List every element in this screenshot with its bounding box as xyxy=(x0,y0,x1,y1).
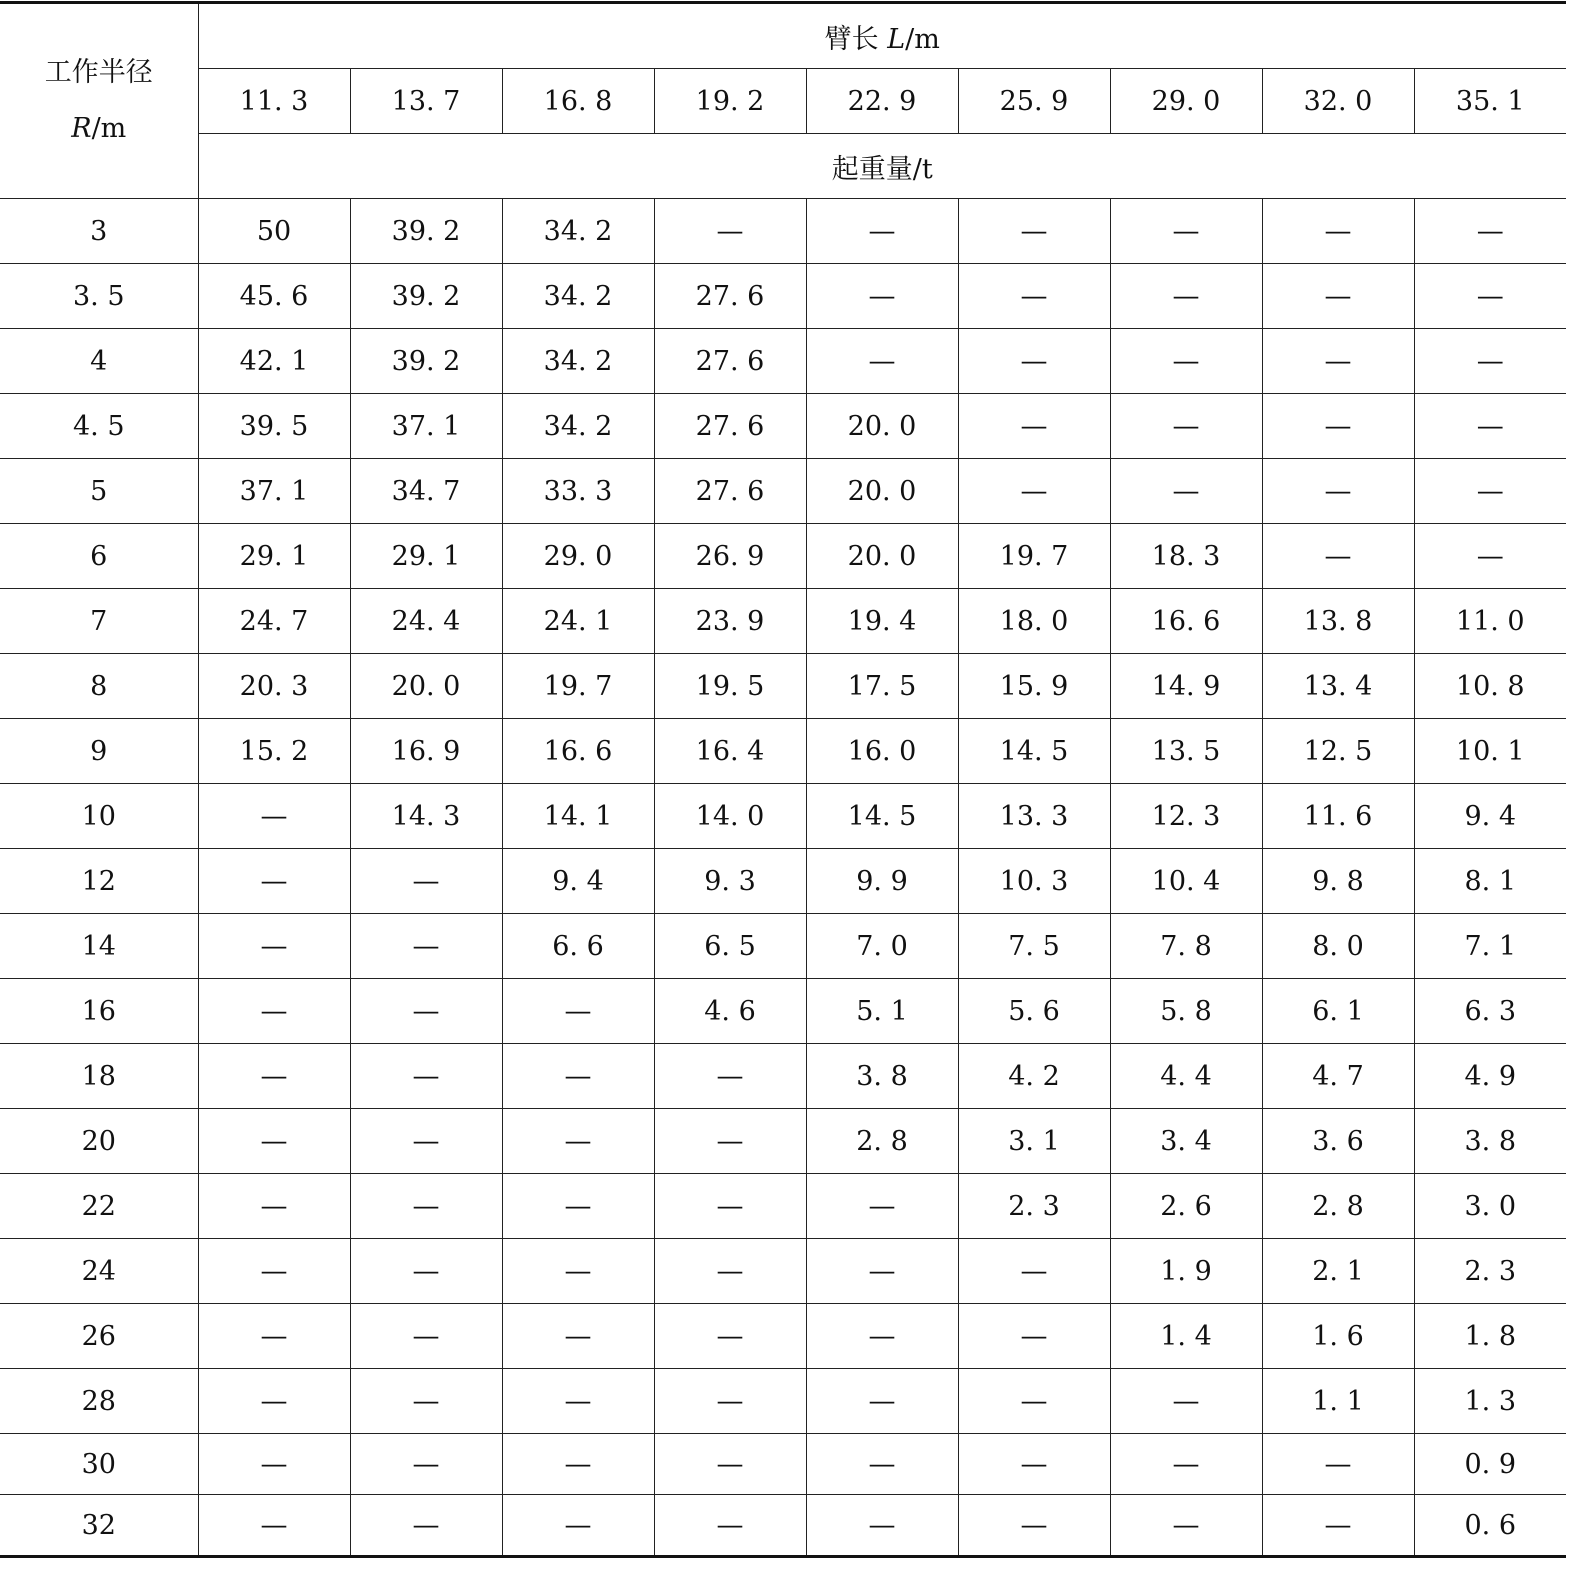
table-body xyxy=(0,3,1566,1557)
capacity-cell: 42. 1 xyxy=(198,329,350,394)
capacity-cell: — xyxy=(958,459,1110,524)
table-row xyxy=(0,914,1566,979)
capacity-cell: — xyxy=(1414,329,1566,394)
capacity-cell: — xyxy=(502,979,654,1044)
capacity-cell: 12. 5 xyxy=(1262,719,1414,784)
capacity-cell: 5. 1 xyxy=(806,979,958,1044)
capacity-cell: 2. 6 xyxy=(1110,1174,1262,1239)
radius-cell: 24 xyxy=(0,1239,198,1304)
capacity-cell: 16. 4 xyxy=(654,719,806,784)
capacity-cell: — xyxy=(198,1369,350,1434)
table-row xyxy=(0,1304,1566,1369)
radius-cell: 3. 5 xyxy=(0,264,198,329)
table-row xyxy=(0,1044,1566,1109)
capacity-cell: 10. 8 xyxy=(1414,654,1566,719)
table-row xyxy=(0,1495,1566,1557)
table-row xyxy=(0,1434,1566,1495)
capacity-cell: 12. 3 xyxy=(1110,784,1262,849)
capacity-cell: — xyxy=(198,1174,350,1239)
capacity-cell: 19. 5 xyxy=(654,654,806,719)
table-row xyxy=(0,784,1566,849)
radius-cell: 8 xyxy=(0,654,198,719)
capacity-cell: 3. 8 xyxy=(806,1044,958,1109)
capacity-cell: 0. 9 xyxy=(1414,1434,1566,1495)
capacity-cell: 26. 9 xyxy=(654,524,806,589)
capacity-cell: — xyxy=(958,264,1110,329)
table-row xyxy=(0,524,1566,589)
capacity-cell: 1. 3 xyxy=(1414,1369,1566,1434)
capacity-cell: 13. 5 xyxy=(1110,719,1262,784)
capacity-cell: 33. 3 xyxy=(502,459,654,524)
capacity-cell: — xyxy=(1110,329,1262,394)
capacity-cell: 14. 0 xyxy=(654,784,806,849)
capacity-cell: 39. 2 xyxy=(350,199,502,264)
capacity-cell: 4. 4 xyxy=(1110,1044,1262,1109)
capacity-cell: 7. 1 xyxy=(1414,914,1566,979)
capacity-cell: 27. 6 xyxy=(654,264,806,329)
capacity-cell: 24. 1 xyxy=(502,589,654,654)
capacity-cell: — xyxy=(198,914,350,979)
table-row xyxy=(0,329,1566,394)
capacity-cell: 3. 4 xyxy=(1110,1109,1262,1174)
capacity-cell: 1. 4 xyxy=(1110,1304,1262,1369)
capacity-cell: 14. 5 xyxy=(958,719,1110,784)
capacity-cell: — xyxy=(1414,394,1566,459)
capacity-cell: — xyxy=(806,1304,958,1369)
table-row xyxy=(0,394,1566,459)
capacity-cell: — xyxy=(502,1304,654,1369)
capacity-cell: — xyxy=(654,199,806,264)
capacity-cell: — xyxy=(806,1369,958,1434)
header-row-arm-lengths xyxy=(0,69,1566,134)
capacity-cell: — xyxy=(198,1044,350,1109)
capacity-cell: 2. 3 xyxy=(1414,1239,1566,1304)
table-row xyxy=(0,654,1566,719)
capacity-cell: 39. 2 xyxy=(350,329,502,394)
capacity-cell: 15. 2 xyxy=(198,719,350,784)
capacity-cell: 8. 0 xyxy=(1262,914,1414,979)
arm-length-label: 臂长 xyxy=(824,23,888,55)
capacity-cell: — xyxy=(1110,459,1262,524)
table-row xyxy=(0,1109,1566,1174)
arm-length-unit: /m xyxy=(905,23,940,55)
radius-cell: 12 xyxy=(0,849,198,914)
capacity-cell: 6. 6 xyxy=(502,914,654,979)
radius-cell: 30 xyxy=(0,1434,198,1495)
capacity-cell: — xyxy=(958,394,1110,459)
capacity-cell: — xyxy=(1110,394,1262,459)
arm-length-cell: 25. 9 xyxy=(958,69,1110,134)
capacity-cell: 3. 8 xyxy=(1414,1109,1566,1174)
arm-length-cell: 32. 0 xyxy=(1262,69,1414,134)
capacity-cell: — xyxy=(1262,459,1414,524)
capacity-cell: — xyxy=(1262,524,1414,589)
capacity-cell: 34. 2 xyxy=(502,329,654,394)
capacity-cell: — xyxy=(1262,199,1414,264)
capacity-cell: 19. 7 xyxy=(958,524,1110,589)
capacity-cell: 23. 9 xyxy=(654,589,806,654)
capacity-cell: — xyxy=(1262,264,1414,329)
capacity-cell: 3. 1 xyxy=(958,1109,1110,1174)
capacity-cell: — xyxy=(502,1369,654,1434)
capacity-cell: 1. 8 xyxy=(1414,1304,1566,1369)
capacity-cell: 6. 3 xyxy=(1414,979,1566,1044)
capacity-cell: — xyxy=(806,329,958,394)
capacity-cell: — xyxy=(350,1044,502,1109)
capacity-cell: — xyxy=(958,1495,1110,1557)
radius-cell: 7 xyxy=(0,589,198,654)
capacity-cell: 39. 2 xyxy=(350,264,502,329)
capacity-cell: — xyxy=(958,329,1110,394)
radius-cell: 4 xyxy=(0,329,198,394)
capacity-cell: — xyxy=(654,1304,806,1369)
arm-length-cell: 22. 9 xyxy=(806,69,958,134)
capacity-cell: 18. 3 xyxy=(1110,524,1262,589)
capacity-cell: — xyxy=(502,1174,654,1239)
table-row xyxy=(0,849,1566,914)
capacity-cell: — xyxy=(654,1174,806,1239)
capacity-cell: — xyxy=(502,1434,654,1495)
capacity-cell: 18. 0 xyxy=(958,589,1110,654)
capacity-cell: 0. 6 xyxy=(1414,1495,1566,1557)
capacity-cell: — xyxy=(350,1434,502,1495)
capacity-cell: — xyxy=(350,914,502,979)
working-radius-label: 工作半径 xyxy=(44,57,153,88)
radius-cell: 16 xyxy=(0,979,198,1044)
table-row xyxy=(0,979,1566,1044)
capacity-cell: 29. 1 xyxy=(198,524,350,589)
capacity-cell: 20. 0 xyxy=(806,459,958,524)
capacity-cell: — xyxy=(350,979,502,1044)
capacity-cell: 14. 9 xyxy=(1110,654,1262,719)
capacity-cell: 14. 3 xyxy=(350,784,502,849)
capacity-cell: — xyxy=(350,1239,502,1304)
capacity-cell: — xyxy=(350,1369,502,1434)
capacity-cell: 7. 0 xyxy=(806,914,958,979)
radius-cell: 32 xyxy=(0,1495,198,1557)
capacity-cell: — xyxy=(1414,524,1566,589)
capacity-cell: — xyxy=(1110,1495,1262,1557)
capacity-cell: 10. 3 xyxy=(958,849,1110,914)
capacity-cell: 7. 8 xyxy=(1110,914,1262,979)
header-row-arm xyxy=(0,3,1566,69)
capacity-cell: — xyxy=(806,1239,958,1304)
capacity-cell: 5. 6 xyxy=(958,979,1110,1044)
capacity-cell: — xyxy=(654,1109,806,1174)
table-row xyxy=(0,459,1566,524)
capacity-cell: 19. 7 xyxy=(502,654,654,719)
capacity-cell: — xyxy=(1262,1495,1414,1557)
capacity-cell: 4. 6 xyxy=(654,979,806,1044)
capacity-cell: 9. 4 xyxy=(502,849,654,914)
capacity-cell: — xyxy=(654,1369,806,1434)
capacity-cell: 13. 8 xyxy=(1262,589,1414,654)
capacity-cell: 16. 6 xyxy=(1110,589,1262,654)
capacity-cell: — xyxy=(502,1044,654,1109)
capacity-cell: — xyxy=(198,849,350,914)
radius-cell: 10 xyxy=(0,784,198,849)
capacity-cell: 7. 5 xyxy=(958,914,1110,979)
capacity-cell: 14. 1 xyxy=(502,784,654,849)
capacity-cell: 2. 1 xyxy=(1262,1239,1414,1304)
header-row-capacity xyxy=(0,134,1566,199)
arm-length-cell: 13. 7 xyxy=(350,69,502,134)
table-row xyxy=(0,589,1566,654)
radius-cell: 6 xyxy=(0,524,198,589)
capacity-cell: 27. 6 xyxy=(654,329,806,394)
capacity-cell: — xyxy=(654,1434,806,1495)
capacity-cell: 4. 7 xyxy=(1262,1044,1414,1109)
radius-cell: 14 xyxy=(0,914,198,979)
arm-length-cell: 35. 1 xyxy=(1414,69,1566,134)
capacity-cell: — xyxy=(350,1174,502,1239)
capacity-cell: — xyxy=(350,1109,502,1174)
capacity-cell: — xyxy=(806,1174,958,1239)
capacity-cell: — xyxy=(806,1434,958,1495)
capacity-cell: 29. 0 xyxy=(502,524,654,589)
capacity-cell: — xyxy=(198,1495,350,1557)
capacity-cell: 1. 1 xyxy=(1262,1369,1414,1434)
capacity-cell: — xyxy=(806,264,958,329)
capacity-cell: 16. 0 xyxy=(806,719,958,784)
radius-cell: 18 xyxy=(0,1044,198,1109)
capacity-cell: — xyxy=(1414,264,1566,329)
capacity-cell: — xyxy=(350,1304,502,1369)
capacity-cell: — xyxy=(502,1239,654,1304)
capacity-cell: 34. 2 xyxy=(502,394,654,459)
radius-cell: 5 xyxy=(0,459,198,524)
table-row xyxy=(0,1174,1566,1239)
capacity-cell: — xyxy=(350,1495,502,1557)
capacity-cell: 19. 4 xyxy=(806,589,958,654)
capacity-cell: 9. 4 xyxy=(1414,784,1566,849)
capacity-cell: — xyxy=(654,1239,806,1304)
capacity-cell: — xyxy=(1414,459,1566,524)
capacity-cell: — xyxy=(198,979,350,1044)
working-radius-header xyxy=(0,3,198,199)
crane-load-table xyxy=(0,1,1566,1558)
table-row xyxy=(0,199,1566,264)
capacity-cell: 13. 3 xyxy=(958,784,1110,849)
capacity-cell: 11. 6 xyxy=(1262,784,1414,849)
capacity-cell: — xyxy=(198,1434,350,1495)
capacity-cell: — xyxy=(958,1369,1110,1434)
capacity-cell: — xyxy=(806,199,958,264)
capacity-cell: 29. 1 xyxy=(350,524,502,589)
capacity-cell: — xyxy=(654,1495,806,1557)
capacity-header: 起重量/t xyxy=(198,134,1566,199)
capacity-cell: 13. 4 xyxy=(1262,654,1414,719)
capacity-cell: — xyxy=(1262,329,1414,394)
working-radius-unit xyxy=(0,101,198,157)
radius-cell: 4. 5 xyxy=(0,394,198,459)
radius-cell: 20 xyxy=(0,1109,198,1174)
arm-length-cell: 11. 3 xyxy=(198,69,350,134)
capacity-cell: 34. 2 xyxy=(502,264,654,329)
table-row xyxy=(0,1239,1566,1304)
table-row xyxy=(0,719,1566,784)
radius-cell: 28 xyxy=(0,1369,198,1434)
radius-cell: 22 xyxy=(0,1174,198,1239)
capacity-cell: 6. 1 xyxy=(1262,979,1414,1044)
arm-length-header xyxy=(198,3,1566,69)
capacity-cell: — xyxy=(958,1239,1110,1304)
capacity-cell: 27. 6 xyxy=(654,394,806,459)
arm-length-cell: 19. 2 xyxy=(654,69,806,134)
capacity-cell: 39. 5 xyxy=(198,394,350,459)
capacity-cell: 37. 1 xyxy=(350,394,502,459)
capacity-cell: 20. 0 xyxy=(350,654,502,719)
capacity-cell: 24. 7 xyxy=(198,589,350,654)
capacity-cell: 2. 8 xyxy=(1262,1174,1414,1239)
capacity-cell: — xyxy=(502,1109,654,1174)
capacity-cell: — xyxy=(1110,264,1262,329)
capacity-cell: 5. 8 xyxy=(1110,979,1262,1044)
capacity-cell: 6. 5 xyxy=(654,914,806,979)
arm-length-symbol: L xyxy=(887,23,906,55)
capacity-cell: 2. 3 xyxy=(958,1174,1110,1239)
arm-length-cell: 29. 0 xyxy=(1110,69,1262,134)
capacity-cell: 1. 9 xyxy=(1110,1239,1262,1304)
capacity-cell: 9. 9 xyxy=(806,849,958,914)
capacity-cell: — xyxy=(198,784,350,849)
capacity-cell: 16. 9 xyxy=(350,719,502,784)
arm-length-cell: 16. 8 xyxy=(502,69,654,134)
capacity-cell: — xyxy=(958,199,1110,264)
capacity-cell: 27. 6 xyxy=(654,459,806,524)
capacity-cell: 3. 6 xyxy=(1262,1109,1414,1174)
capacity-cell: 20. 0 xyxy=(806,524,958,589)
radius-symbol: R xyxy=(71,113,92,144)
capacity-cell: 34. 2 xyxy=(502,199,654,264)
radius-unit-text: /m xyxy=(91,113,127,144)
capacity-cell: 10. 4 xyxy=(1110,849,1262,914)
capacity-cell: 1. 6 xyxy=(1262,1304,1414,1369)
capacity-cell: — xyxy=(654,1044,806,1109)
radius-cell: 26 xyxy=(0,1304,198,1369)
capacity-cell: 20. 0 xyxy=(806,394,958,459)
capacity-cell: 4. 9 xyxy=(1414,1044,1566,1109)
capacity-cell: — xyxy=(198,1304,350,1369)
capacity-cell: — xyxy=(350,849,502,914)
capacity-cell: 15. 9 xyxy=(958,654,1110,719)
capacity-cell: 10. 1 xyxy=(1414,719,1566,784)
capacity-cell: — xyxy=(1110,1369,1262,1434)
capacity-cell: — xyxy=(1414,199,1566,264)
capacity-cell: 45. 6 xyxy=(198,264,350,329)
capacity-cell: 11. 0 xyxy=(1414,589,1566,654)
radius-cell: 9 xyxy=(0,719,198,784)
capacity-cell: 4. 2 xyxy=(958,1044,1110,1109)
capacity-cell: — xyxy=(198,1239,350,1304)
table-row xyxy=(0,264,1566,329)
capacity-cell: — xyxy=(958,1304,1110,1369)
capacity-cell: 37. 1 xyxy=(198,459,350,524)
capacity-cell: 50 xyxy=(198,199,350,264)
capacity-cell: 14. 5 xyxy=(806,784,958,849)
capacity-cell: — xyxy=(1110,1434,1262,1495)
capacity-cell: 8. 1 xyxy=(1414,849,1566,914)
capacity-cell: 24. 4 xyxy=(350,589,502,654)
capacity-cell: 16. 6 xyxy=(502,719,654,784)
capacity-cell: — xyxy=(806,1495,958,1557)
capacity-cell: — xyxy=(1110,199,1262,264)
table-row xyxy=(0,1369,1566,1434)
capacity-cell: 34. 7 xyxy=(350,459,502,524)
capacity-cell: — xyxy=(958,1434,1110,1495)
capacity-cell: 17. 5 xyxy=(806,654,958,719)
capacity-cell: 20. 3 xyxy=(198,654,350,719)
capacity-cell: — xyxy=(198,1109,350,1174)
capacity-cell: — xyxy=(1262,1434,1414,1495)
capacity-cell: — xyxy=(502,1495,654,1557)
capacity-cell: — xyxy=(1262,394,1414,459)
capacity-cell: 9. 8 xyxy=(1262,849,1414,914)
capacity-cell: 9. 3 xyxy=(654,849,806,914)
capacity-cell: 3. 0 xyxy=(1414,1174,1566,1239)
radius-cell: 3 xyxy=(0,199,198,264)
capacity-cell: 2. 8 xyxy=(806,1109,958,1174)
